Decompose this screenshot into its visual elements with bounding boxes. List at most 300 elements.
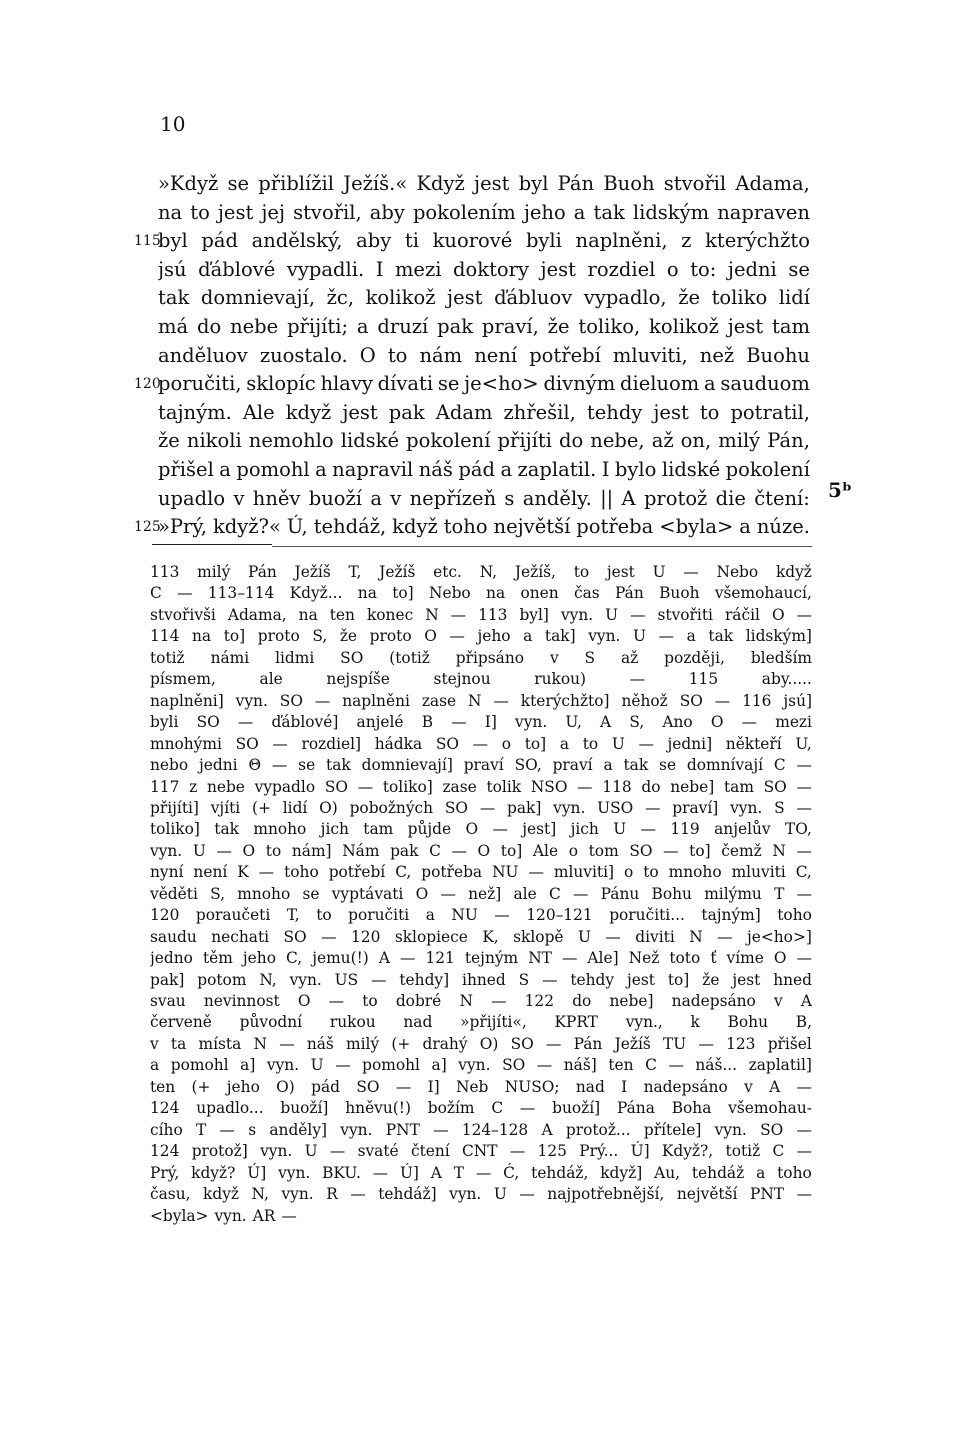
note-word: rukou bbox=[329, 1013, 376, 1032]
note-word: tehdáž] bbox=[378, 1185, 437, 1204]
word: jej bbox=[261, 200, 286, 224]
note-word: náš... bbox=[695, 1056, 738, 1075]
word: jsú bbox=[158, 257, 187, 281]
note-word: vyn. bbox=[260, 1142, 293, 1161]
note-word: — bbox=[335, 1056, 351, 1075]
word: Pán, bbox=[767, 429, 810, 453]
note-word: — bbox=[479, 798, 496, 817]
word: nebe bbox=[230, 315, 279, 338]
note-word: poručiti... bbox=[609, 906, 685, 925]
note-word: protož... bbox=[565, 1120, 631, 1139]
note-word: — bbox=[371, 970, 387, 989]
word: pád bbox=[458, 458, 495, 481]
note-word: Neb bbox=[455, 1077, 489, 1096]
note-word: pak] bbox=[150, 970, 185, 989]
note-word: že bbox=[702, 970, 720, 989]
note-word: NU bbox=[451, 906, 478, 925]
note-word: pobožných bbox=[349, 798, 434, 817]
note-line bbox=[150, 626, 812, 647]
line-number: 115 bbox=[134, 233, 161, 250]
note-word: zase bbox=[421, 691, 457, 710]
word: byli bbox=[525, 229, 562, 253]
word: sklopíc bbox=[246, 372, 316, 396]
note-word: — bbox=[328, 992, 345, 1010]
word: o bbox=[666, 257, 679, 281]
word: to bbox=[387, 343, 408, 367]
note-word: buoží] bbox=[552, 1099, 601, 1118]
word: doktory bbox=[453, 257, 529, 281]
note-word: ale bbox=[513, 884, 537, 903]
text-line bbox=[158, 485, 810, 513]
word: stvořil bbox=[663, 172, 727, 195]
note-word: — bbox=[630, 605, 646, 624]
note-word: U bbox=[310, 1056, 324, 1075]
note-word: vyn. bbox=[278, 1163, 311, 1182]
note-line bbox=[150, 1098, 812, 1119]
note-word: vyn. bbox=[449, 1185, 482, 1204]
word: náš bbox=[418, 458, 453, 481]
note-word: — bbox=[451, 713, 467, 732]
note-word: Bohu bbox=[727, 1013, 769, 1032]
note-word: S, bbox=[629, 713, 645, 732]
note-word: tak bbox=[708, 627, 734, 646]
note-word: Prý... bbox=[579, 1142, 619, 1161]
note-word: ráčil bbox=[724, 605, 760, 624]
note-word: SO bbox=[279, 691, 303, 710]
text-line bbox=[158, 342, 810, 370]
note-word: 114 bbox=[150, 627, 180, 646]
note-word: praví bbox=[463, 756, 504, 775]
note-word: to bbox=[582, 734, 599, 753]
note-word: O) bbox=[319, 798, 338, 817]
word: je<ho> bbox=[464, 372, 539, 396]
text-line bbox=[158, 427, 810, 455]
note-word: Pánu bbox=[600, 884, 640, 903]
word: čtení: bbox=[754, 486, 810, 510]
word: stvořil, bbox=[293, 200, 362, 224]
note-word: se bbox=[659, 756, 677, 775]
note-word: toho bbox=[284, 863, 319, 882]
word: »Když bbox=[158, 172, 219, 195]
note-word: SO bbox=[283, 927, 307, 946]
word: nám bbox=[419, 343, 463, 367]
word: lidským bbox=[632, 200, 710, 224]
note-line bbox=[150, 583, 812, 604]
word: pak bbox=[388, 400, 425, 424]
note-word: z bbox=[189, 777, 198, 796]
note-word: I bbox=[621, 1077, 628, 1096]
note-word: pád bbox=[311, 1077, 341, 1096]
note-word: R bbox=[326, 1185, 338, 1204]
note-word: poraučeti bbox=[195, 906, 271, 925]
note-word: — bbox=[796, 1142, 812, 1161]
word: a bbox=[704, 372, 716, 396]
word: Pán bbox=[557, 172, 595, 195]
note-word: SO, bbox=[514, 756, 542, 775]
note-word: 120 bbox=[350, 927, 381, 946]
note-word: O bbox=[465, 820, 479, 839]
note-word: naplněni bbox=[342, 691, 410, 710]
word: a bbox=[219, 458, 231, 481]
note-line bbox=[150, 648, 812, 669]
note-word: T bbox=[196, 1120, 207, 1139]
text-line bbox=[158, 227, 810, 255]
note-word: SO bbox=[763, 777, 787, 796]
word: když?« bbox=[212, 515, 281, 539]
note-word: 125 bbox=[537, 1142, 567, 1161]
note-word: ten bbox=[329, 605, 355, 624]
note-word: když bbox=[203, 1185, 240, 1204]
note-line bbox=[150, 862, 812, 883]
note-word: Ú] bbox=[630, 1142, 650, 1161]
note-word: toliko] bbox=[150, 820, 200, 839]
note-word: O) bbox=[276, 1077, 295, 1096]
note-word: U bbox=[652, 563, 666, 581]
note-word: — bbox=[561, 949, 578, 968]
note-word: a] bbox=[431, 1056, 447, 1075]
word: pokolení bbox=[725, 458, 810, 481]
note-word: Pán bbox=[248, 563, 277, 581]
note-word: — bbox=[796, 1120, 812, 1139]
word: přijíti bbox=[497, 429, 552, 453]
note-word: C bbox=[429, 841, 441, 860]
word: pomohl bbox=[236, 458, 310, 481]
note-word: SO bbox=[324, 777, 348, 796]
word: pokolením bbox=[412, 200, 516, 224]
word: <byla> bbox=[659, 515, 734, 539]
word: Adam bbox=[435, 400, 493, 424]
note-word: PNT bbox=[749, 1185, 785, 1204]
word: milý bbox=[718, 429, 761, 453]
note-word: KPRT bbox=[554, 1013, 598, 1032]
note-word: s bbox=[248, 1120, 257, 1139]
line-number: 120 bbox=[134, 376, 161, 393]
note-word: později, bbox=[664, 648, 725, 667]
word: aby bbox=[369, 200, 405, 224]
note-word: vyn. bbox=[340, 1120, 373, 1139]
note-word: lidí bbox=[282, 798, 308, 817]
note-word: N bbox=[689, 927, 703, 946]
note-word: Ale] bbox=[587, 949, 619, 968]
note-word: nechati bbox=[211, 927, 270, 946]
word: až bbox=[651, 429, 674, 453]
note-line bbox=[150, 669, 812, 690]
word: upadlo bbox=[158, 486, 226, 510]
word: hlavy bbox=[320, 372, 373, 396]
word: naplněni, bbox=[575, 229, 668, 253]
note-word: byl] bbox=[519, 605, 549, 624]
note-word: Boha bbox=[671, 1099, 712, 1118]
word: to bbox=[190, 200, 210, 224]
note-word: — bbox=[258, 863, 275, 882]
word: když bbox=[285, 400, 332, 424]
note-word: do bbox=[572, 992, 592, 1010]
note-word: 120–121 bbox=[526, 906, 593, 925]
note-word: zase bbox=[442, 777, 477, 796]
note-word: 122 bbox=[524, 992, 555, 1010]
word: toliko, bbox=[578, 315, 641, 338]
note-word: to] bbox=[500, 841, 523, 860]
word: sauduom bbox=[720, 372, 810, 396]
note-word: K, bbox=[482, 927, 499, 946]
note-word: pomohl bbox=[362, 1056, 420, 1075]
note-word: pak] bbox=[507, 798, 542, 817]
word: nikoli bbox=[186, 429, 242, 453]
note-word: C bbox=[548, 884, 561, 903]
note-word: »přijíti«, bbox=[460, 1013, 527, 1032]
word: jest bbox=[474, 172, 510, 195]
word: Ale bbox=[242, 400, 275, 424]
note-word: O bbox=[710, 713, 724, 732]
word: přiblížil bbox=[258, 172, 335, 195]
note-word: C, bbox=[795, 863, 812, 882]
note-word: T bbox=[453, 1163, 465, 1182]
note-word: saudu bbox=[150, 927, 197, 946]
note-word: ten bbox=[608, 1056, 634, 1075]
note-word: — bbox=[663, 841, 679, 860]
word: || bbox=[600, 486, 614, 510]
note-word: S bbox=[774, 798, 785, 817]
note-word: NUSO; bbox=[504, 1077, 560, 1096]
note-word: SO bbox=[340, 648, 364, 667]
note-word: o bbox=[623, 863, 634, 882]
note-word: N bbox=[772, 841, 786, 860]
word: nebe, bbox=[590, 429, 645, 453]
note-word: nebo bbox=[150, 756, 189, 775]
note-word: pomohl bbox=[170, 1056, 229, 1075]
word: I bbox=[375, 257, 384, 281]
note-word: o bbox=[568, 841, 578, 860]
note-word: upadlo... bbox=[196, 1099, 264, 1118]
note-word: — bbox=[491, 992, 507, 1010]
note-word: — bbox=[542, 970, 558, 989]
word: že bbox=[678, 286, 701, 310]
word: pak bbox=[437, 315, 474, 338]
note-word: (totiž bbox=[389, 648, 430, 667]
word: s bbox=[504, 486, 515, 510]
note-word: vyn. bbox=[560, 605, 594, 624]
note-word: O bbox=[477, 841, 491, 860]
word: bylo bbox=[614, 458, 657, 481]
word: andělský, bbox=[251, 229, 343, 253]
note-line bbox=[150, 841, 812, 862]
note-word: — bbox=[658, 627, 675, 646]
word: kterýchžto bbox=[705, 229, 810, 253]
note-word: čas bbox=[573, 584, 600, 603]
note-word: milý bbox=[346, 1034, 380, 1053]
note-word: Ú] bbox=[399, 1163, 419, 1182]
word: pokolení bbox=[406, 429, 491, 453]
word: do bbox=[559, 429, 584, 453]
note-word: vyn. bbox=[150, 841, 183, 860]
word: vypadli. bbox=[286, 257, 365, 281]
note-word: O) bbox=[479, 1034, 499, 1053]
note-word: U bbox=[192, 841, 206, 860]
note-word: TU bbox=[663, 1034, 687, 1053]
note-line bbox=[150, 884, 812, 905]
note-word: Buoh bbox=[659, 584, 700, 603]
note-line bbox=[150, 1141, 812, 1162]
note-word: Nám bbox=[342, 841, 380, 860]
note-word: věděti bbox=[150, 884, 198, 903]
note-word: buoží] bbox=[280, 1099, 329, 1118]
word: největší bbox=[493, 515, 571, 539]
note-word: — bbox=[433, 1120, 449, 1139]
note-word: božím bbox=[427, 1099, 475, 1118]
note-word: SO bbox=[502, 1056, 526, 1075]
note-word: když bbox=[775, 563, 812, 581]
note-word: rozdiel] bbox=[301, 734, 362, 753]
note-word: — bbox=[796, 756, 812, 775]
note-word: dobré bbox=[395, 992, 442, 1010]
note-word: pak bbox=[390, 841, 419, 860]
note-word: tam bbox=[363, 820, 394, 839]
word: lidí bbox=[778, 286, 810, 310]
note-word: C bbox=[772, 1142, 785, 1161]
note-word: v bbox=[744, 1077, 753, 1096]
note-word: — bbox=[509, 1142, 526, 1161]
note-word: nadepsáno bbox=[671, 992, 756, 1010]
note-word: tak bbox=[326, 756, 351, 775]
note-word: NSO bbox=[530, 777, 568, 796]
note-word: tak bbox=[623, 756, 649, 775]
note-word: T bbox=[774, 884, 785, 903]
word: kuorové bbox=[432, 229, 513, 253]
note-word: A bbox=[769, 1077, 781, 1096]
note-word: SO bbox=[629, 841, 653, 860]
note-word: praví bbox=[552, 756, 593, 775]
note-word: — bbox=[451, 841, 467, 860]
note-word: Pán bbox=[615, 584, 644, 603]
note-word: až bbox=[620, 648, 639, 667]
note-word: anjelův bbox=[714, 820, 771, 839]
note-word: tak] bbox=[544, 627, 576, 646]
word: jest bbox=[217, 200, 254, 224]
note-line bbox=[150, 1055, 812, 1076]
note-word: vyn. bbox=[266, 1056, 300, 1075]
note-word: S, bbox=[210, 884, 226, 903]
note-word: zaplatil] bbox=[748, 1056, 812, 1075]
word: »Prý, bbox=[158, 515, 207, 539]
note-word: poručiti bbox=[348, 906, 410, 925]
text-line bbox=[158, 199, 810, 227]
note-word: — bbox=[536, 1056, 553, 1075]
note-word: — bbox=[645, 798, 661, 817]
note-word: S bbox=[584, 648, 596, 667]
note-word: že bbox=[339, 627, 358, 646]
note-word: O bbox=[415, 884, 429, 903]
word: na bbox=[158, 200, 183, 224]
note-word: na bbox=[357, 584, 377, 603]
note-word: a bbox=[150, 1056, 160, 1075]
note-word: — bbox=[493, 691, 509, 710]
word: ďáblové bbox=[198, 257, 276, 281]
note-word: tehdáž bbox=[691, 1163, 745, 1182]
note-word: N, bbox=[251, 1185, 269, 1204]
note-word: U bbox=[577, 927, 591, 946]
note-word: BKU. bbox=[322, 1163, 361, 1182]
note-word: těm bbox=[202, 949, 233, 968]
note-word: — bbox=[796, 949, 812, 968]
word: se bbox=[788, 257, 810, 281]
word: byl bbox=[158, 229, 188, 253]
note-word: a bbox=[425, 906, 435, 925]
note-word: 119 bbox=[670, 820, 700, 839]
margin-folio-note: 5ᵇ bbox=[828, 478, 852, 502]
note-word: nebe] bbox=[609, 992, 654, 1010]
note-word: vyn. bbox=[214, 1206, 247, 1225]
note-word: mnoho bbox=[237, 884, 291, 903]
note-word: etc. bbox=[433, 563, 462, 581]
word: to bbox=[699, 400, 720, 424]
word: není bbox=[474, 343, 518, 367]
note-line bbox=[150, 1206, 812, 1227]
note-word: 124 bbox=[150, 1142, 180, 1161]
note-word: totiž bbox=[150, 648, 185, 667]
note-word: v bbox=[774, 992, 783, 1010]
note-word: N bbox=[468, 691, 482, 710]
note-word: mnohými bbox=[150, 734, 222, 753]
note-word: to] bbox=[392, 584, 414, 603]
note-word: C bbox=[645, 1056, 657, 1075]
note-word: nyní bbox=[150, 863, 184, 882]
note-word: CNT bbox=[462, 1142, 498, 1161]
word: anděluov bbox=[158, 343, 248, 367]
note-line bbox=[150, 1163, 812, 1184]
note-word: vyn. bbox=[281, 1185, 314, 1204]
note-word: nám] bbox=[291, 841, 332, 860]
note-word: totiž bbox=[725, 1142, 761, 1161]
word: zhřešil, bbox=[503, 400, 576, 424]
note-word: a bbox=[686, 627, 696, 646]
note-word: anjelé bbox=[356, 713, 404, 732]
note-word: tak bbox=[214, 820, 239, 839]
note-word: hned bbox=[773, 970, 812, 989]
note-word: O bbox=[773, 949, 787, 968]
note-word: na bbox=[298, 605, 318, 624]
note-word: to bbox=[362, 992, 378, 1010]
note-word: toho bbox=[777, 906, 812, 925]
note-word: Au, bbox=[654, 1163, 681, 1182]
note-word: námi bbox=[210, 648, 250, 667]
note-word: ihned bbox=[462, 970, 506, 989]
note-word: C bbox=[773, 756, 786, 775]
note-word: vyptávati bbox=[331, 884, 404, 903]
note-word: (+ bbox=[391, 1034, 411, 1053]
word: tajným. bbox=[158, 400, 232, 424]
note-word: C bbox=[491, 1099, 504, 1118]
note-word: 116 bbox=[742, 691, 772, 710]
note-word: T, bbox=[286, 906, 300, 925]
note-word: 118 bbox=[602, 777, 632, 796]
note-word: A bbox=[378, 949, 390, 968]
word: potřeba bbox=[576, 515, 654, 539]
word: ďábluov bbox=[494, 286, 573, 310]
word: dieluom bbox=[620, 372, 700, 396]
word: druzí bbox=[377, 315, 429, 338]
note-word: SO bbox=[435, 734, 459, 753]
note-word: Θ bbox=[248, 756, 262, 775]
note-word: nejspíše bbox=[326, 670, 390, 689]
word: jeho bbox=[523, 200, 566, 224]
note-word: když] bbox=[600, 1163, 643, 1182]
note-word: — bbox=[472, 734, 489, 753]
note-line bbox=[150, 691, 812, 712]
note-word: — bbox=[449, 627, 465, 646]
note-word: — bbox=[528, 863, 544, 882]
word: má bbox=[158, 315, 189, 338]
note-word: tehdy bbox=[570, 970, 615, 989]
